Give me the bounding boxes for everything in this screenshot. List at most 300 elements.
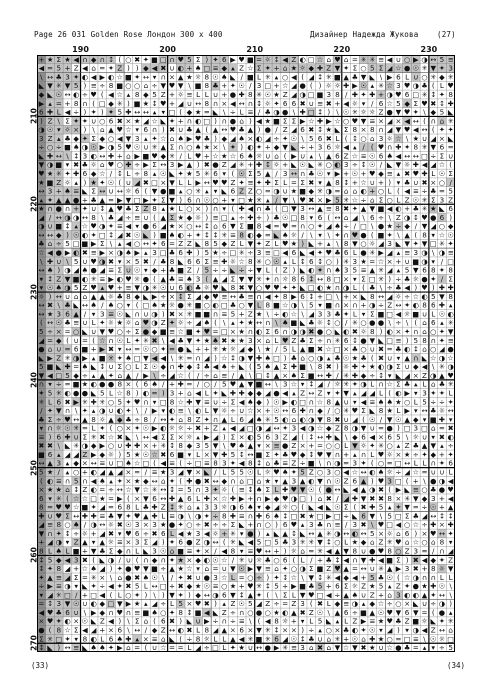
grid-symbol: ◣ xyxy=(100,555,106,564)
grid-symbol: ◀ xyxy=(161,353,167,362)
grid-symbol: ◐ xyxy=(47,476,53,485)
grid-symbol: ▼ xyxy=(195,397,201,406)
grid-symbol: ∪ xyxy=(265,151,270,160)
grid-symbol: ★ xyxy=(369,643,375,652)
grid-symbol: ≡ xyxy=(247,292,253,301)
grid-symbol: ✳ xyxy=(186,309,192,318)
grid-symbol: ≡ xyxy=(361,151,367,160)
grid-symbol: ◐ xyxy=(299,415,305,424)
grid-symbol: ▼ xyxy=(65,81,71,90)
grid-symbol: ↔ xyxy=(99,187,105,196)
grid-symbol: 6 xyxy=(196,257,201,266)
grid-symbol: ✦ xyxy=(178,169,184,178)
grid-symbol: ◐ xyxy=(404,345,410,354)
grid-symbol: ◀ xyxy=(343,143,349,152)
grid-symbol: ☆ xyxy=(134,459,140,468)
grid-symbol: ● xyxy=(387,424,393,433)
grid-symbol: ☉ xyxy=(204,582,210,591)
grid-symbol: ↔ xyxy=(317,274,323,283)
grid-symbol: ∩ xyxy=(108,608,113,617)
grid-symbol: ● xyxy=(317,327,323,336)
grid-symbol: □ xyxy=(299,494,306,503)
grid-symbol: ∪ xyxy=(439,467,444,476)
grid-symbol: ♣ xyxy=(38,415,44,424)
grid-symbol: Z xyxy=(405,617,410,626)
grid-symbol: Z xyxy=(448,195,453,204)
grid-symbol: ☆ xyxy=(99,336,105,345)
grid-symbol: + xyxy=(186,230,192,239)
grid-symbol: ▶ xyxy=(387,72,393,81)
grid-symbol: ♣ xyxy=(395,617,401,626)
grid-symbol: × xyxy=(82,459,88,468)
grid-symbol: 5 xyxy=(39,327,44,336)
grid-symbol: ◐ xyxy=(90,485,96,494)
grid-symbol: 6 xyxy=(283,99,288,108)
grid-symbol: ) xyxy=(118,617,121,626)
grid-symbol: ÷ xyxy=(300,459,306,468)
grid-symbol: = xyxy=(387,459,393,468)
grid-symbol: ▶ xyxy=(396,485,402,494)
grid-symbol: ✳ xyxy=(343,406,349,415)
grid-symbol: ▼ xyxy=(117,599,123,608)
grid-symbol: ≡ xyxy=(317,99,323,108)
grid-symbol: ☼ xyxy=(282,274,288,283)
grid-symbol: ♠ xyxy=(238,134,244,143)
grid-symbol: × xyxy=(395,494,401,503)
grid-symbol: ↔ xyxy=(160,415,166,424)
grid-symbol: ◑ xyxy=(99,406,105,415)
grid-symbol: ✖ xyxy=(82,555,88,564)
grid-symbol: Z xyxy=(283,90,288,99)
grid-symbol: ÷ xyxy=(439,643,445,652)
grid-symbol: ☉ xyxy=(212,72,218,81)
grid-symbol: ◀ xyxy=(326,547,332,556)
grid-symbol: ♠ xyxy=(169,230,175,239)
grid-symbol: ■ xyxy=(378,230,385,239)
grid-symbol: ☼ xyxy=(265,467,271,476)
grid-symbol: Σ xyxy=(248,169,253,178)
grid-symbol: ∩ xyxy=(439,547,444,556)
grid-symbol: ✦ xyxy=(64,634,70,643)
grid-symbol: 6 xyxy=(161,529,166,538)
grid-symbol: ○ xyxy=(360,239,366,248)
grid-symbol: ◣ xyxy=(91,388,97,397)
grid-symbol: ◆ xyxy=(422,494,428,503)
grid-symbol: ÷ xyxy=(395,467,401,476)
grid-symbol: ★ xyxy=(160,467,166,476)
grid-symbol: ♥ xyxy=(352,230,358,239)
grid-symbol: ☼ xyxy=(169,424,175,433)
grid-symbol: ▲ xyxy=(248,125,254,134)
grid-symbol: ☼ xyxy=(326,81,332,90)
grid-symbol: ◢ xyxy=(134,178,140,187)
grid-symbol: ♠ xyxy=(212,336,218,345)
grid-symbol: ( xyxy=(362,415,365,424)
grid-symbol: ■ xyxy=(325,301,332,310)
grid-symbol: ▴ xyxy=(318,626,322,635)
grid-symbol: ≡ xyxy=(99,274,105,283)
grid-symbol: ✖ xyxy=(317,599,323,608)
grid-symbol: ( xyxy=(371,459,374,468)
grid-symbol: □ xyxy=(160,397,167,406)
grid-symbol: L xyxy=(161,511,165,520)
grid-symbol: ↕ xyxy=(38,555,44,564)
grid-symbol: ▼ xyxy=(413,266,419,275)
grid-symbol: ◑ xyxy=(334,529,340,538)
grid-symbol: □ xyxy=(395,476,402,485)
grid-symbol: ▼ xyxy=(230,564,236,573)
grid-symbol: 8 xyxy=(205,99,210,108)
grid-symbol: ◑ xyxy=(326,187,332,196)
grid-symbol: ✚ xyxy=(317,116,323,125)
grid-symbol: ↔ xyxy=(439,626,445,635)
grid-symbol: ♣ xyxy=(265,204,271,213)
grid-symbol: 6 xyxy=(292,406,297,415)
grid-symbol: ♥ xyxy=(38,169,44,178)
grid-symbol: ■ xyxy=(378,204,385,213)
grid-symbol: ⌂ xyxy=(370,538,375,547)
grid-symbol: □ xyxy=(325,292,332,301)
grid-symbol: ♥ xyxy=(413,169,419,178)
grid-symbol: Σ xyxy=(300,178,305,187)
grid-symbol: Σ xyxy=(431,195,436,204)
grid-symbol: ♠ xyxy=(90,643,96,652)
grid-symbol: 8 xyxy=(326,274,331,283)
grid-symbol: ✦ xyxy=(352,380,358,389)
grid-symbol: ♥ xyxy=(378,547,384,556)
grid-symbol: ✳ xyxy=(352,318,358,327)
grid-symbol: ↔ xyxy=(439,590,445,599)
grid-symbol: 3 xyxy=(170,388,175,397)
grid-symbol: ∩ xyxy=(422,573,427,582)
grid-symbol: ( xyxy=(188,371,191,380)
grid-symbol: ⌂ xyxy=(326,643,331,652)
grid-symbol: ♣ xyxy=(160,257,166,266)
grid-symbol: ★ xyxy=(47,485,53,494)
grid-symbol: ▲ xyxy=(126,371,132,380)
grid-symbol: ☆ xyxy=(413,538,419,547)
grid-symbol: 8 xyxy=(335,204,340,213)
grid-symbol: ♥ xyxy=(195,151,201,160)
grid-symbol: ◆ xyxy=(152,327,158,336)
grid-symbol: + xyxy=(38,538,44,547)
grid-symbol: Z xyxy=(265,599,270,608)
grid-symbol: ≡ xyxy=(247,178,253,187)
grid-symbol: ◣ xyxy=(396,371,402,380)
grid-symbol: ○ xyxy=(334,406,340,415)
grid-symbol: ) xyxy=(397,626,400,635)
grid-symbol: ✳ xyxy=(378,564,384,573)
grid-symbol: ) xyxy=(388,274,391,283)
grid-symbol: ☼ xyxy=(221,406,227,415)
grid-symbol: 8 xyxy=(239,230,244,239)
grid-symbol: Z xyxy=(196,415,201,424)
grid-symbol: ✳ xyxy=(404,494,410,503)
grid-symbol: Z xyxy=(248,187,253,196)
grid-symbol: ▲ xyxy=(195,125,201,134)
grid-symbol: ◀ xyxy=(65,108,71,117)
grid-symbol: \ xyxy=(406,318,409,327)
grid-symbol: 3 xyxy=(326,467,331,476)
grid-symbol: ✖ xyxy=(195,424,201,433)
grid-symbol: = xyxy=(134,643,140,652)
grid-symbol: × xyxy=(256,336,262,345)
grid-symbol: ↔ xyxy=(404,151,410,160)
grid-symbol: ◆ xyxy=(430,555,436,564)
grid-symbol: = xyxy=(169,643,175,652)
grid-symbol: ↕ xyxy=(273,55,279,64)
grid-symbol: ▼ xyxy=(430,143,436,152)
grid-symbol: ⌂ xyxy=(283,64,288,73)
grid-symbol: ↔ xyxy=(117,187,123,196)
grid-symbol: ↕ xyxy=(265,582,271,591)
grid-symbol: ) xyxy=(57,643,60,652)
grid-symbol: ÷ xyxy=(38,143,44,152)
grid-symbol: ▲ xyxy=(248,441,254,450)
grid-symbol: ● xyxy=(413,582,419,591)
grid-symbol: Z xyxy=(431,626,436,635)
grid-symbol: ▾ xyxy=(397,353,401,362)
grid-symbol: Z xyxy=(405,441,410,450)
grid-symbol: 3 xyxy=(135,538,140,547)
grid-symbol: \ xyxy=(345,432,348,441)
grid-symbol: ✦ xyxy=(230,459,236,468)
grid-symbol: ♥ xyxy=(134,397,140,406)
grid-symbol: ✖ xyxy=(326,134,332,143)
grid-symbol: ∪ xyxy=(56,257,61,266)
grid-symbol: ★ xyxy=(195,582,201,591)
grid-symbol: ↔ xyxy=(82,213,88,222)
grid-symbol: ↔ xyxy=(64,90,70,99)
grid-symbol: ▴ xyxy=(266,195,270,204)
grid-symbol: ◀ xyxy=(309,248,315,257)
grid-symbol: ◆ xyxy=(430,450,436,459)
grid-symbol: ▴ xyxy=(153,108,157,117)
grid-symbol: ◢ xyxy=(195,318,201,327)
grid-symbol: ○ xyxy=(308,222,314,231)
grid-symbol: ▾ xyxy=(414,388,418,397)
grid-symbol: ■ xyxy=(360,608,367,617)
grid-symbol: / xyxy=(441,274,444,283)
grid-symbol: L xyxy=(353,309,357,318)
grid-symbol: × xyxy=(395,116,401,125)
grid-symbol: ◣ xyxy=(422,353,428,362)
grid-symbol: ( xyxy=(345,134,348,143)
grid-symbol: ● xyxy=(430,476,436,485)
grid-symbol: 3 xyxy=(39,134,44,143)
grid-symbol: ↔ xyxy=(239,99,245,108)
grid-symbol: ( xyxy=(292,555,295,564)
grid-symbol: ✚ xyxy=(152,511,158,520)
grid-symbol: ◐ xyxy=(448,432,454,441)
grid-symbol: + xyxy=(178,388,184,397)
grid-symbol: ↔ xyxy=(308,529,314,538)
grid-symbol: ∩ xyxy=(431,573,436,582)
grid-symbol: = xyxy=(38,599,44,608)
grid-symbol: ◢ xyxy=(370,388,376,397)
grid-symbol: ◑ xyxy=(195,511,201,520)
grid-symbol: ♥ xyxy=(404,81,410,90)
grid-symbol: ♥ xyxy=(334,564,340,573)
grid-symbol: ◀ xyxy=(169,336,175,345)
grid-symbol: ◐ xyxy=(117,406,123,415)
grid-symbol: ○ xyxy=(387,634,393,643)
grid-symbol: ↔ xyxy=(204,590,210,599)
grid-symbol: 6 xyxy=(405,608,410,617)
grid-symbol: □ xyxy=(395,511,402,520)
grid-symbol: ✳ xyxy=(317,160,323,169)
grid-symbol: \ xyxy=(293,108,296,117)
grid-symbol: ↕ xyxy=(230,353,236,362)
grid-symbol: ◢ xyxy=(378,239,384,248)
grid-symbol: ♥ xyxy=(117,608,123,617)
grid-symbol: ↕ xyxy=(439,511,445,520)
grid-symbol: □ xyxy=(142,301,149,310)
grid-symbol: ✳ xyxy=(256,90,262,99)
grid-symbol: ✦ xyxy=(230,643,236,652)
grid-symbol: ▲ xyxy=(143,511,149,520)
grid-symbol: × xyxy=(169,292,175,301)
grid-symbol: ♠ xyxy=(125,353,131,362)
grid-symbol: \ xyxy=(301,573,304,582)
grid-symbol: 5 xyxy=(117,397,122,406)
grid-symbol: ▾ xyxy=(431,432,435,441)
grid-symbol: ÷ xyxy=(213,617,219,626)
grid-symbol: ( xyxy=(179,476,182,485)
grid-symbol: ↕ xyxy=(352,336,358,345)
grid-symbol: ≡ xyxy=(404,248,410,257)
grid-symbol: ▴ xyxy=(283,257,287,266)
grid-symbol: ◢ xyxy=(204,353,210,362)
grid-symbol: ◣ xyxy=(300,283,306,292)
grid-symbol: ≡ xyxy=(265,248,271,257)
grid-symbol: \ xyxy=(58,116,61,125)
grid-symbol: Z xyxy=(230,178,235,187)
grid-symbol: ✚ xyxy=(186,476,192,485)
grid-symbol: ÷ xyxy=(300,143,306,152)
grid-symbol: ◀ xyxy=(39,64,45,73)
grid-symbol: ☉ xyxy=(317,608,323,617)
grid-symbol: ✦ xyxy=(134,590,140,599)
grid-symbol: ♥ xyxy=(47,617,53,626)
grid-symbol: ☼ xyxy=(108,318,114,327)
grid-symbol: 6 xyxy=(239,626,244,635)
grid-symbol: 5 xyxy=(257,432,262,441)
grid-symbol: \ xyxy=(188,81,191,90)
grid-symbol: ≡ xyxy=(291,643,297,652)
grid-symbol: ÷ xyxy=(230,617,236,626)
grid-symbol: ↔ xyxy=(265,547,271,556)
grid-symbol: ☉ xyxy=(439,309,445,318)
grid-symbol: / xyxy=(449,178,452,187)
grid-symbol: = xyxy=(334,187,340,196)
grid-symbol: ( xyxy=(49,626,52,635)
grid-symbol: ◣ xyxy=(82,643,88,652)
grid-symbol: ⌂ xyxy=(100,125,105,134)
grid-symbol: ∩ xyxy=(82,55,87,64)
grid-symbol: ◐ xyxy=(73,90,79,99)
grid-symbol: ✳ xyxy=(448,318,454,327)
grid-symbol: ♣ xyxy=(413,441,419,450)
grid-symbol: ◐ xyxy=(413,301,419,310)
grid-symbol: ♠ xyxy=(221,362,227,371)
grid-symbol: 5 xyxy=(448,643,453,652)
grid-symbol: ☆ xyxy=(143,485,149,494)
grid-symbol: ◀ xyxy=(204,529,210,538)
grid-symbol: 3 xyxy=(300,599,305,608)
grid-symbol: + xyxy=(308,441,314,450)
grid-symbol: ◐ xyxy=(73,248,79,257)
grid-symbol: ◢ xyxy=(265,424,271,433)
grid-symbol: ◣ xyxy=(378,336,384,345)
grid-symbol: ♣ xyxy=(395,283,401,292)
grid-symbol: ⌂ xyxy=(117,371,122,380)
grid-symbol: ☼ xyxy=(169,301,175,310)
grid-symbol: ↔ xyxy=(125,345,131,354)
grid-symbol: ♠ xyxy=(378,467,384,476)
grid-symbol: ∩ xyxy=(265,318,270,327)
grid-symbol: ☆ xyxy=(386,643,392,652)
grid-symbol: + xyxy=(247,160,253,169)
grid-symbol: ♣ xyxy=(317,520,323,529)
grid-symbol: ) xyxy=(136,388,139,397)
grid-symbol: \ xyxy=(388,213,391,222)
grid-symbol: ○ xyxy=(326,160,332,169)
grid-symbol: + xyxy=(422,564,428,573)
grid-symbol: × xyxy=(230,327,236,336)
grid-symbol: ▾ xyxy=(327,169,331,178)
grid-symbol: ♥ xyxy=(291,485,297,494)
grid-symbol: Z xyxy=(283,125,288,134)
grid-symbol: 8 xyxy=(335,178,340,187)
grid-symbol: × xyxy=(378,529,384,538)
grid-symbol: ◐ xyxy=(64,617,70,626)
grid-symbol: 8 xyxy=(318,362,323,371)
grid-symbol: \ xyxy=(110,573,113,582)
grid-symbol: ▴ xyxy=(449,301,453,310)
grid-symbol: ☼ xyxy=(282,503,288,512)
grid-symbol: ◑ xyxy=(82,143,88,152)
grid-symbol: 3 xyxy=(222,459,227,468)
grid-symbol: ◆ xyxy=(73,459,79,468)
grid-symbol: ✳ xyxy=(265,634,271,643)
grid-symbol: × xyxy=(361,125,367,134)
grid-symbol: ✦ xyxy=(387,230,393,239)
grid-symbol: ○ xyxy=(247,608,253,617)
grid-symbol: = xyxy=(352,564,358,573)
grid-symbol: ↕ xyxy=(64,529,70,538)
grid-symbol: 5 xyxy=(405,266,410,275)
grid-symbol: ÷ xyxy=(213,266,219,275)
grid-symbol: ○ xyxy=(308,353,314,362)
grid-symbol: ◐ xyxy=(282,309,288,318)
grid-symbol: \ xyxy=(319,459,322,468)
grid-symbol: Σ xyxy=(231,397,236,406)
grid-symbol: ↕ xyxy=(256,99,262,108)
grid-symbol: ◀ xyxy=(343,555,349,564)
grid-symbol: ○ xyxy=(387,441,393,450)
grid-symbol: ▲ xyxy=(361,204,367,213)
grid-symbol: ◣ xyxy=(169,169,175,178)
grid-symbol: ◢ xyxy=(274,503,280,512)
grid-symbol: ✳ xyxy=(317,547,323,556)
grid-symbol: Z xyxy=(396,582,401,591)
grid-symbol: ▼ xyxy=(47,81,53,90)
grid-symbol: ∪ xyxy=(143,309,148,318)
grid-symbol: ✦ xyxy=(99,178,105,187)
grid-symbol: ✦ xyxy=(213,55,219,64)
grid-symbol: \ xyxy=(380,511,383,520)
